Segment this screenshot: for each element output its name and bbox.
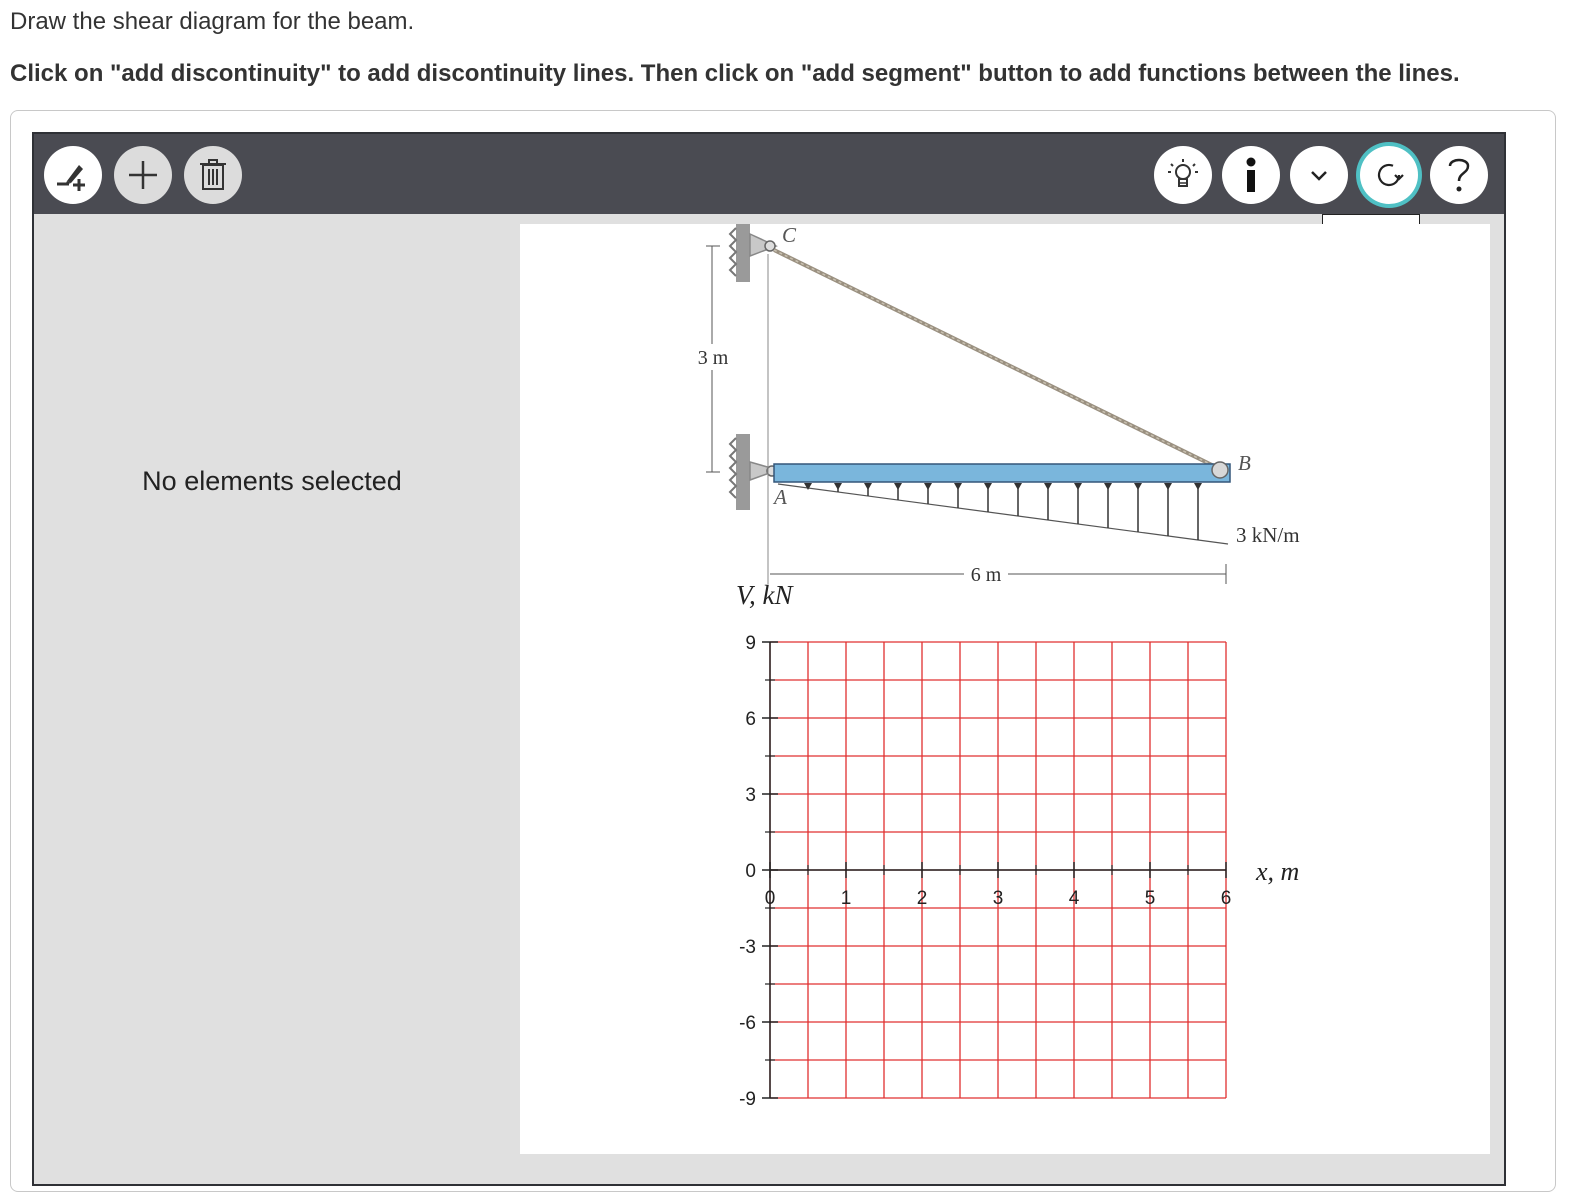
x-tick-label: 5 [1144,888,1156,909]
add-segment-button[interactable] [114,146,172,204]
load-arrow [1104,483,1112,528]
load-arrow [954,483,962,508]
vertical-dimension-label: 3 m [697,347,729,369]
beam-and-shear-diagram[interactable] [520,224,1490,1154]
shear-axes [739,633,1231,1110]
delete-button[interactable] [184,146,242,204]
pin-b [1212,462,1228,478]
reset-icon [1371,157,1407,193]
load-arrow [984,483,992,512]
x-tick-label: 2 [916,888,928,909]
dropdown-chevron-icon [1305,161,1333,189]
reset-button[interactable] [1360,146,1418,204]
y-tick-label: -9 [739,1089,756,1110]
wall-support-c [730,224,776,282]
load-arrows [804,483,1202,540]
y-tick-label: 6 [745,709,756,730]
properties-panel [34,214,510,1184]
y-tick-label: -3 [739,937,756,958]
x-tick-label: 0 [764,888,776,909]
load-label: 3 kN/m [1236,523,1300,547]
instruction-line-1: Draw the shear diagram for the beam. [10,8,415,35]
wall-support-a [730,434,778,510]
y-tick-label: 3 [745,785,756,806]
info-button[interactable] [1222,146,1280,204]
x-tick-label: 4 [1068,888,1080,909]
instruction-line-2: Click on "add discontinuity" to add discontinuity lines. Then click on "add segment" button to add functions between the lines. [10,60,1460,87]
dimension-3m [692,246,734,472]
label-b: B [1238,451,1251,475]
load-arrow [924,483,932,504]
y-tick-label: -6 [739,1013,756,1034]
hint-lightbulb-icon [1165,157,1201,193]
x-axis-title: x, m [1256,857,1300,886]
beam-ab [774,464,1230,482]
add-discontinuity-button[interactable] [44,146,102,204]
dimension-6m [770,562,1226,586]
load-arrow [894,483,902,500]
diagram-widget [32,132,1506,1186]
info-icon [1236,155,1266,195]
x-tick-label: 1 [840,888,852,909]
load-arrow [1044,483,1052,520]
label-c: C [782,224,797,247]
add-discontinuity-icon [53,155,93,195]
help-icon [1441,153,1477,197]
load-arrow [1134,483,1142,532]
load-arrow [1164,483,1172,536]
selection-status: No elements selected [142,466,402,496]
load-arrow [1074,483,1082,524]
x-tick-label: 6 [1220,888,1232,909]
delete-icon [198,157,228,193]
toolbar [34,134,1504,214]
hint-button[interactable] [1154,146,1212,204]
load-arrow [1194,483,1202,540]
help-button[interactable] [1430,146,1488,204]
load-arrow [834,483,842,492]
drawing-canvas[interactable] [520,224,1490,1154]
dropdown-button[interactable] [1290,146,1348,204]
load-arrow [1014,483,1022,516]
add-segment-icon [125,157,161,193]
load-arrow [864,483,872,496]
y-axis-title: V, kN [736,580,793,610]
y-tick-label: 9 [745,633,756,654]
y-tick-label: 0 [745,861,756,882]
load-envelope [778,484,1228,544]
horizontal-dimension-label: 6 m [970,564,1002,586]
label-a: A [774,485,787,509]
x-tick-label: 3 [992,888,1004,909]
